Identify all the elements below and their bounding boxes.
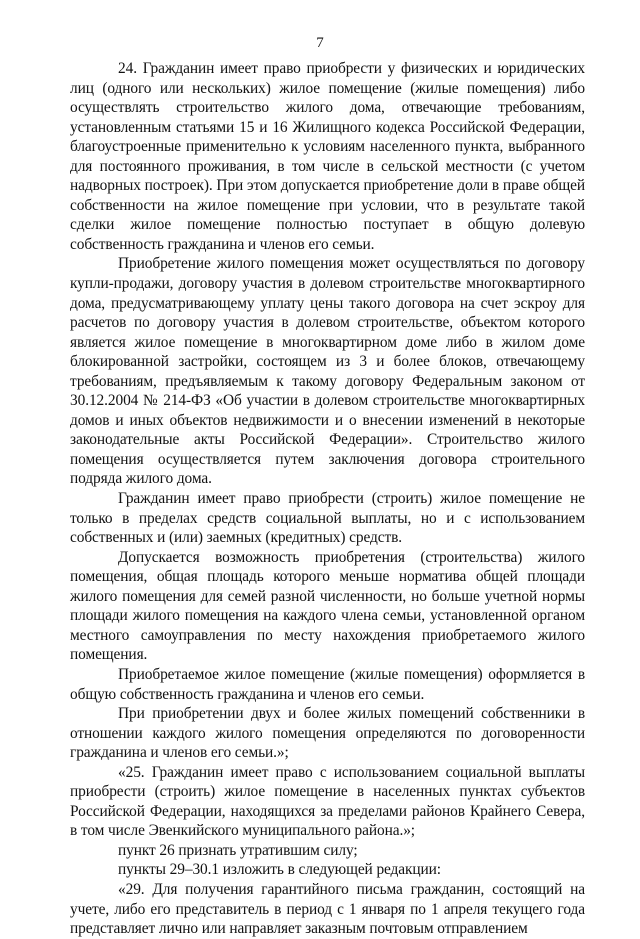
paragraph-ownership: Приобретаемое жилое помещение (жилые помещения) оформляется в общую собственность гражданина и членов его семьи. [70, 665, 585, 703]
paragraph-26-repealed: пункт 26 признать утратившим силу; [118, 841, 358, 859]
paragraph-own-funds: Гражданин имеет право приобрести (строить) жилое помещение не только в пределах средств социальной выплаты, но и с использованием собственных и (или) заемных (кредитных) средств. [70, 490, 585, 547]
paragraph-25: «25. Гражданин имеет право с использованием социальной выплаты приобрести (строить) жилое помещение в населенных пунктах субъектов Российской Федерации, находящихся за пределами районов Крайнего Севера, в том числе Эвенкийского муниципального района.»; [70, 763, 585, 840]
paragraph-area-allowed: Допускается возможность приобретения (строительства) жилого помещения, общая площадь которого меньше норматива общей площади жилого помещения для семей разной численности, но больше учетной нормы площади жилого помещения на каждого члена семьи, установленной органом местного самоуправления по месту нахождения приобретаемого жилого помещения. [70, 548, 585, 664]
paragraph-24: 24. Гражданин имеет право приобрести у физических и юридических лиц (одного или нескольких) жилое помещение (жилые помещения) либо осуществлять строительство жилого дома, отвечающие требованиям, установленным статьями 15 и 16 Жилищного кодекса Российской Федерации, благоустроенные применительно к условиям населенного пункта, выбранного для постоянного проживания, в том числе в сельской местности (с учетом надворных построек). При этом допускается приобретение доли в праве общей собственности на жилое помещение при условии, что в результате такой сделки жилое помещение полностью поступает в общую долевую собственность гражданина и членов его семьи. [70, 60, 585, 253]
paragraph-29-30-intro: пункты 29–30.1 изложить в следующей редакции: [118, 861, 441, 879]
page-number: 7 [316, 35, 324, 51]
document-body [70, 59, 585, 939]
paragraph-purchase-methods: Приобретение жилого помещения может осуществляться по договору купли-продажи, договору участия в долевом строительстве многоквартирного дома, предусматривающему уплату цены такого договора на счет эскроу для расчетов по договору участия в долевом строительстве, объектом которого является жилое помещение в многоквартирном доме либо в жилом доме блокированной застройки, состоящем из 3 и более блоков, отвечающему требованиям, предъявляемым к такому договору Федеральным законом от 30.12.2004 № 214-ФЗ «Об участии в долевом строительстве многоквартирных домов и иных объектов недвижимости и о внесении изменений в некоторые законодательные акты Российской Федерации». Строительство жилого помещения осуществляется путем заключения договора строительного подряда жилого дома. [70, 255, 585, 488]
paragraph-29: «29. Для получения гарантийного письма гражданин, состоящий на учете, либо его представитель в период с 1 января по 1 апреля текущего года представляет лично или направляет заказным почтовым отправлением [70, 880, 585, 938]
paragraph-multiple-dwellings: При приобретении двух и более жилых помещений собственники в отношении каждого жилого помещения определяются по договоренности гражданина и членов его семьи.»; [70, 705, 585, 762]
